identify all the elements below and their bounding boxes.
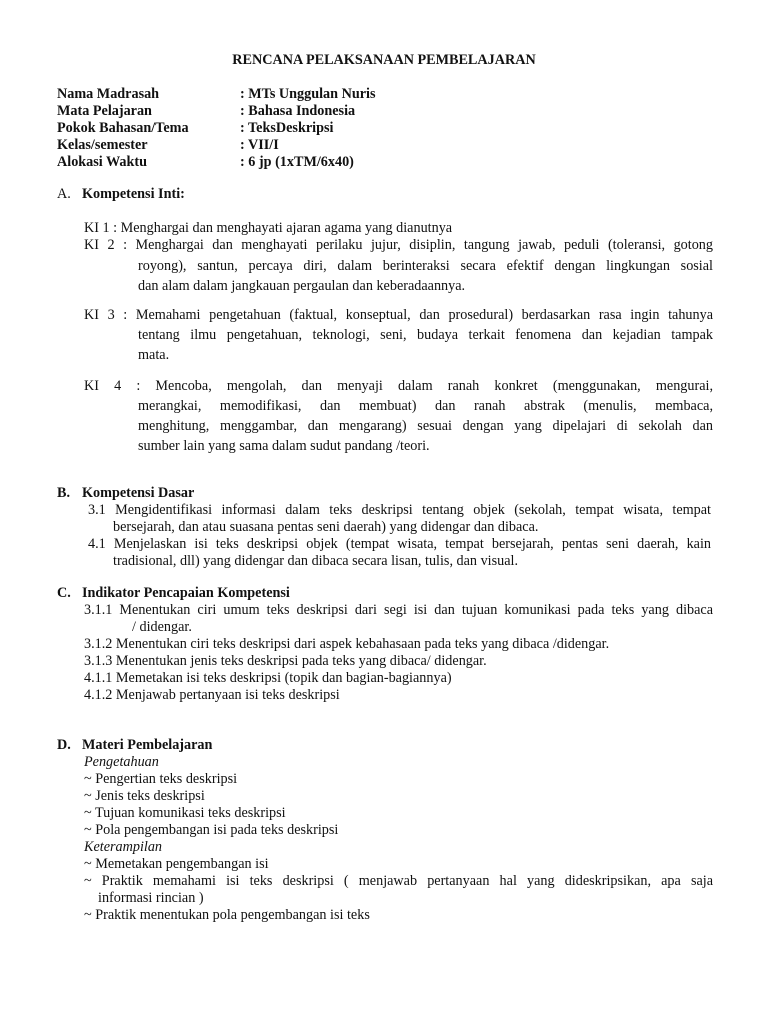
ki3-line: tentang ilmu pengetahuan, teknologi, seni, budaya terkait fenomena dan kejadian tampak	[138, 327, 713, 343]
material-item: ~ Praktik menentukan pola pengembangan isi teks	[84, 907, 370, 923]
section-letter: C.	[57, 585, 71, 601]
section-d-heading	[57, 737, 212, 754]
ki4-line: menghitung, menggambar, dan mengarang) sesuai dengan yang dipelajari di sekolah dan	[138, 418, 713, 434]
identity-value: : MTs Unggulan Nuris	[240, 86, 376, 102]
indicator-line: 3.1.3 Menentukan jenis teks deskripsi pada teks yang dibaca/ didengar.	[84, 653, 487, 669]
section-c-heading	[57, 585, 290, 602]
kd-line: 4.1 Menjelaskan isi teks deskripsi objek (tempat wisata, tempat bersejarah, pentas seni daerah, kain	[88, 536, 711, 552]
indicator-line: 3.1.2 Menentukan ciri teks deskripsi dari aspek kebahasaan pada teks yang dibaca /didengar.	[84, 636, 610, 652]
identity-value: : Bahasa Indonesia	[240, 103, 356, 119]
material-item: ~ Praktik memahami isi teks deskripsi ( menjawab pertanyaan hal yang dideskripsikan, apa saja	[84, 873, 713, 889]
ki1-text: KI 1 : Menghargai dan menghayati ajaran agama yang dianutnya	[84, 220, 453, 236]
identity-value: : VII/I	[240, 137, 279, 153]
material-item: ~ Memetakan pengembangan isi	[84, 856, 269, 872]
material-subheading: Keterampilan	[84, 839, 163, 855]
section-letter: D.	[57, 737, 71, 753]
section-letter: B.	[57, 485, 71, 501]
ki4-line: KI 4 : Mencoba, mengolah, dan menyaji dalam ranah konkret (menggunakan, mengurai,	[84, 378, 713, 394]
ki2-line: royong), santun, percaya diri, dalam berinteraksi secara efektif dengan lingkungan sosial	[138, 258, 713, 274]
identity-value: : TeksDeskripsi	[240, 120, 334, 136]
section-letter: A.	[57, 186, 71, 202]
kd-line: bersejarah, dan atau suasana pentas seni daerah) yang didengar dan dibaca.	[113, 519, 539, 535]
indicator-line: 3.1.1 Menentukan ciri umum teks deskripsi dari segi isi dan tujuan komunikasi pada teks yang dibaca	[84, 602, 713, 618]
ki2-line: KI 2 : Menghargai dan menghayati perilaku jujur, disiplin, tangung jawab, peduli (toleransi, gotong	[84, 237, 713, 253]
section-heading: Kompetensi Inti:	[82, 186, 185, 202]
material-subheading: Pengetahuan	[84, 754, 159, 770]
section-heading: Kompetensi Dasar	[82, 485, 195, 501]
kd-line: tradisional, dll) yang didengar dan dibaca secara lisan, tulis, dan visual.	[113, 553, 519, 569]
identity-row	[57, 86, 375, 103]
ki4-line: merangkai, memodifikasi, dan membuat) dan ranah abstrak (menulis, membaca,	[138, 398, 713, 414]
material-item: ~ Pola pengembangan isi pada teks deskripsi	[84, 822, 339, 838]
kd-line: 3.1 Mengidentifikasi informasi dalam teks deskripsi tentang objek (sekolah, tempat wisata, tempat	[88, 502, 711, 518]
identity-label: Kelas/semester	[57, 137, 148, 153]
indicator-line: / didengar.	[132, 619, 192, 635]
identity-row	[57, 120, 375, 137]
identity-label: Nama Madrasah	[57, 86, 160, 102]
identity-label: Mata Pelajaran	[57, 103, 152, 119]
section-b-heading	[57, 485, 194, 502]
material-item: informasi rincian )	[98, 890, 204, 906]
document-title: RENCANA PELAKSANAAN PEMBELAJARAN	[232, 52, 536, 68]
material-item: ~ Jenis teks deskripsi	[84, 788, 205, 804]
section-heading: Indikator Pencapaian Kompetensi	[82, 585, 290, 601]
identity-table	[57, 86, 375, 171]
identity-row	[57, 154, 375, 171]
ki4-line: sumber lain yang sama dalam sudut pandang /teori.	[138, 438, 430, 454]
section-heading: Materi Pembelajaran	[82, 737, 213, 753]
identity-label: Pokok Bahasan/Tema	[57, 120, 189, 136]
ki2-line: dan alam dalam jangkauan pergaulan dan keberadaannya.	[138, 278, 466, 294]
material-item: ~ Tujuan komunikasi teks deskripsi	[84, 805, 286, 821]
identity-row	[57, 103, 375, 120]
indicator-line: 4.1.2 Menjawab pertanyaan isi teks deskripsi	[84, 687, 340, 703]
identity-label: Alokasi Waktu	[57, 154, 148, 170]
identity-value: : 6 jp (1xTM/6x40)	[240, 154, 354, 170]
material-item: ~ Pengertian teks deskripsi	[84, 771, 238, 787]
section-a-heading	[57, 186, 185, 203]
identity-row	[57, 137, 375, 154]
indicator-line: 4.1.1 Memetakan isi teks deskripsi (topik dan bagian-bagiannya)	[84, 670, 452, 686]
ki3-line: KI 3 : Memahami pengetahuan (faktual, konseptual, dan prosedural) berdasarkan rasa ingin tahunya	[84, 307, 713, 323]
ki3-line: mata.	[138, 347, 170, 363]
